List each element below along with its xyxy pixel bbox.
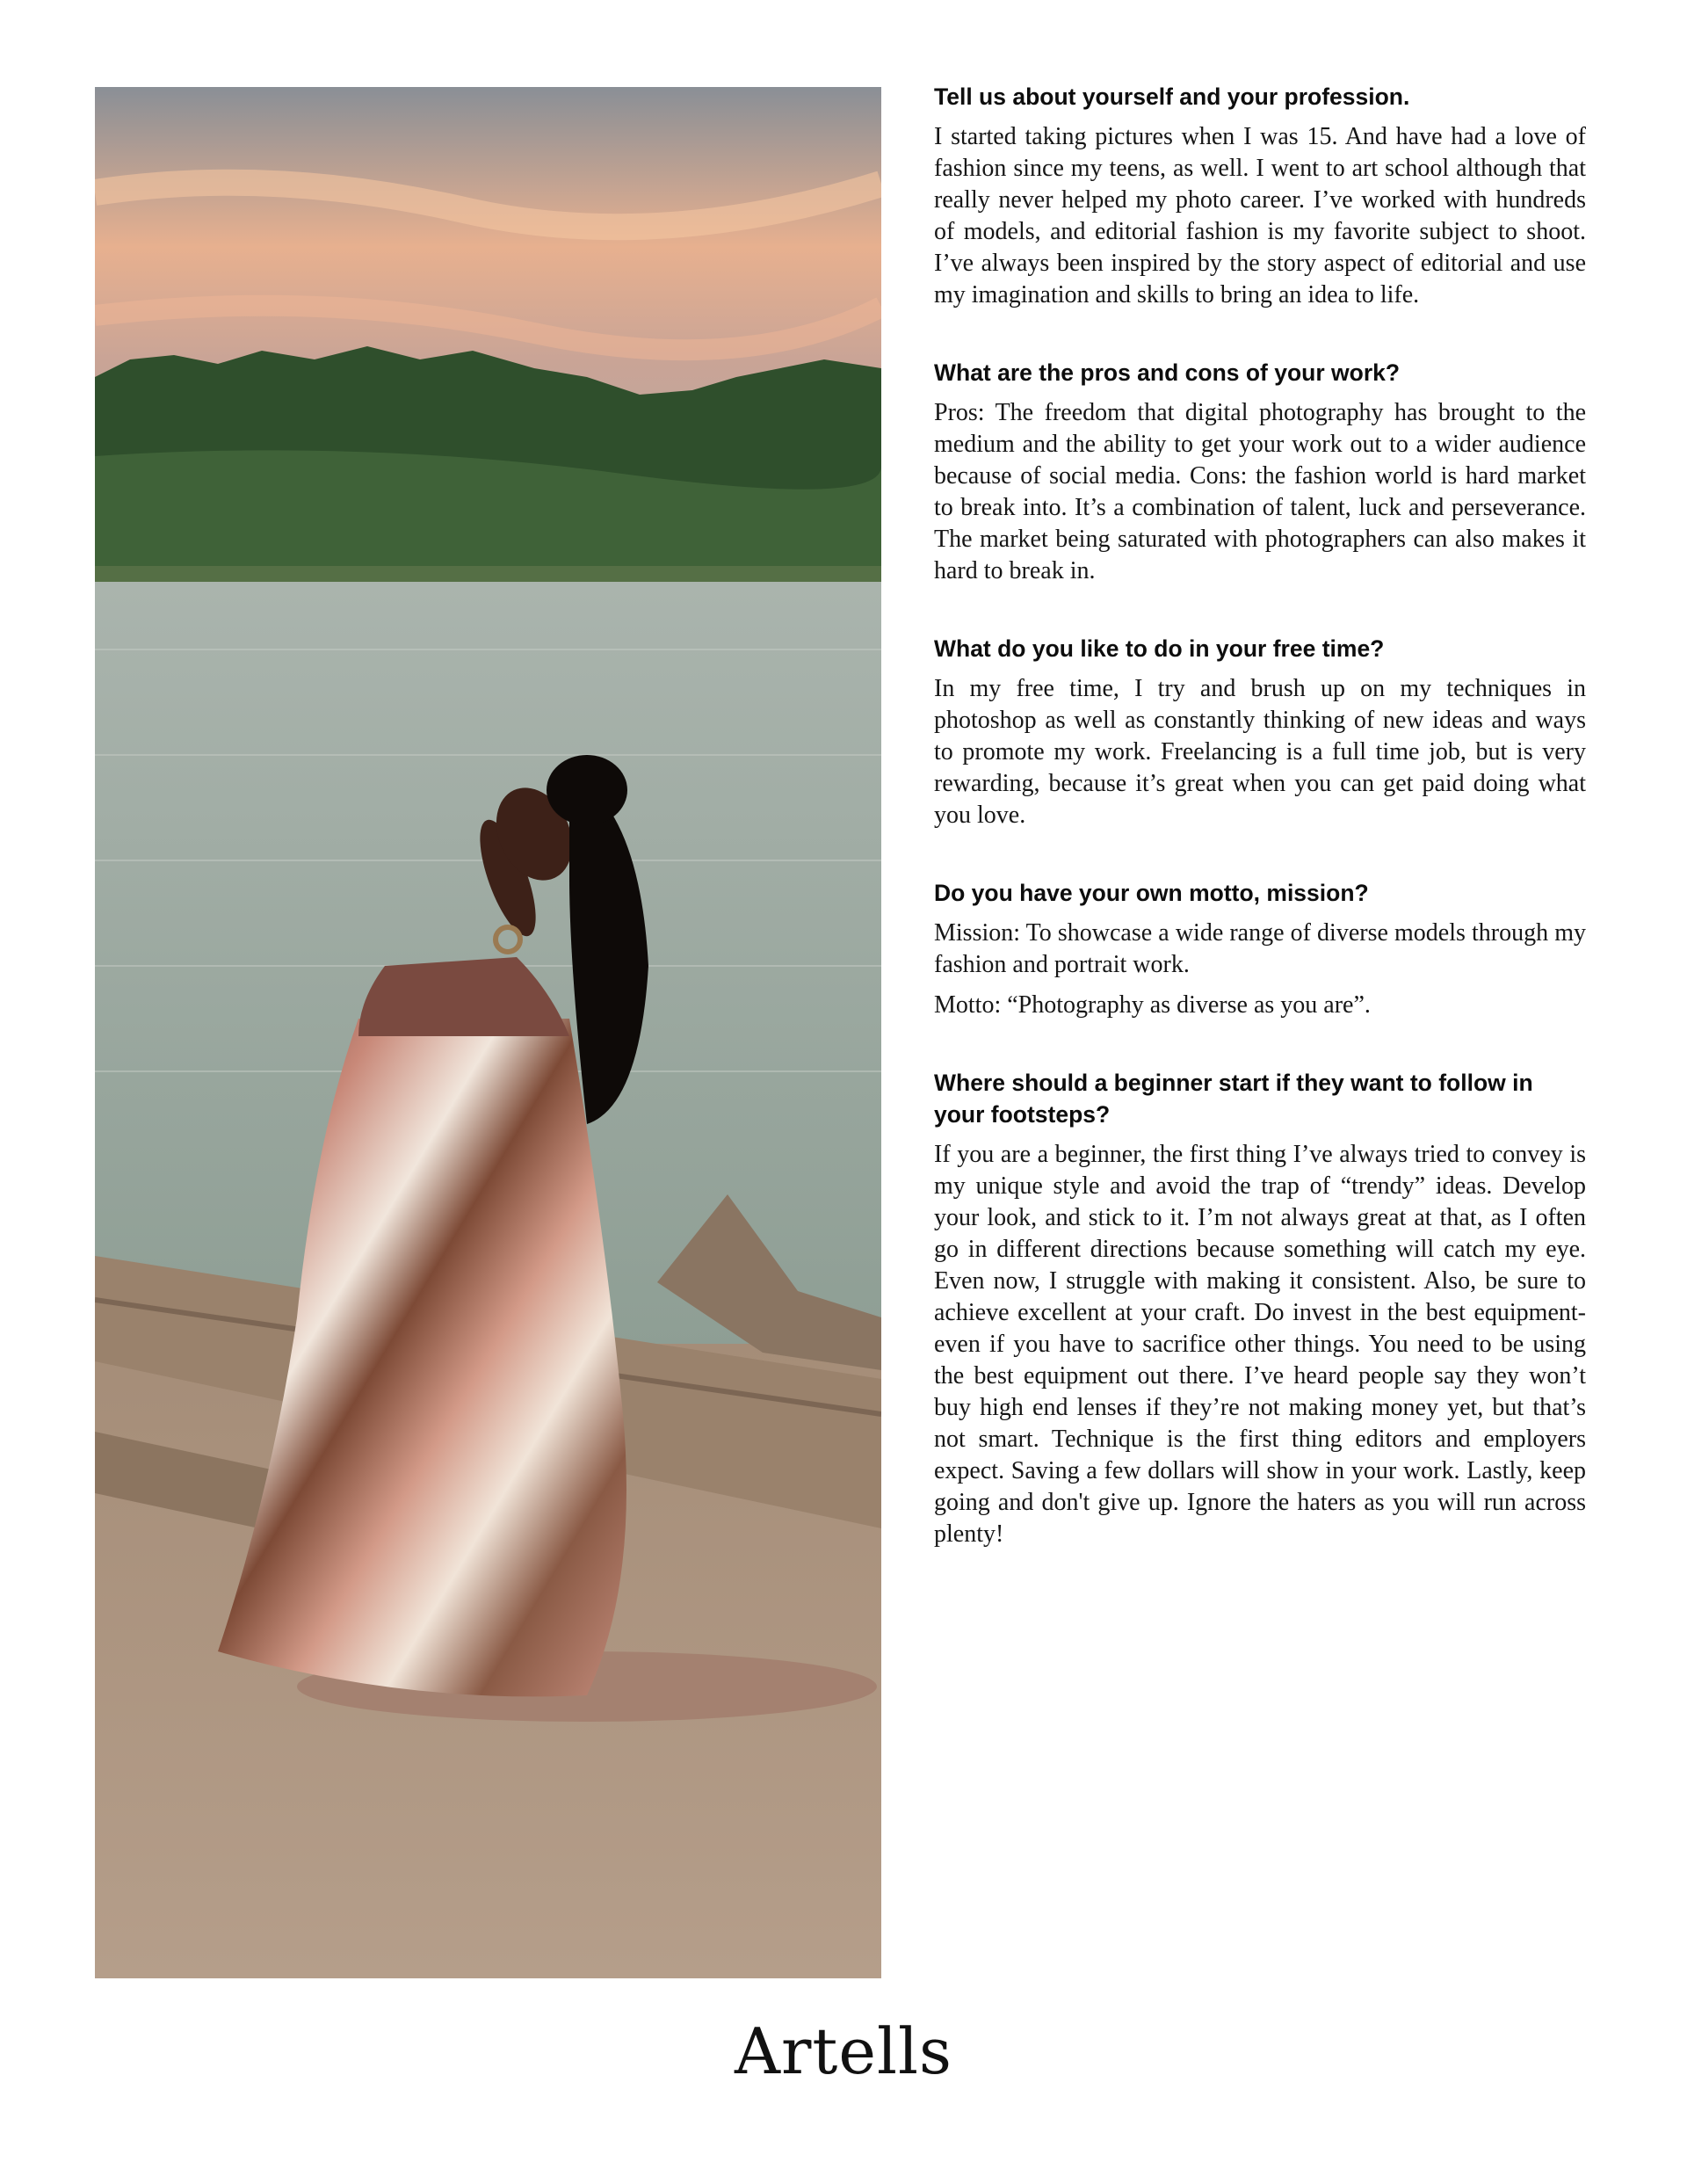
- question-heading: Do you have your own motto, mission?: [934, 880, 1369, 906]
- answer-paragraph: If you are a beginner, the first thing I’ve always tried to convey is my unique style and avoid the trap of “trendy” ideas. Develop your look, and stick to it. I’m not always great at that, as I often go in different directions because something will catch my eye. Even now, I struggle with making it consistent. Also, be sure to achieve excellent at your craft. Do invest in the best equipment- even if you have to sacrifice other things. You need to be using the best equipment out there. I’ve heard people say they won’t buy high end lenses if they’re not making money yet, but that’s not smart. Technique is the first thing editors and employers expect. Saving a few dollars will show in your work. Lastly, keep going and don't give up. Ignore the haters as you will run across plenty!: [934, 1141, 1586, 1548]
- feature-photo: [95, 87, 881, 1978]
- answer-paragraph: Motto: “Photography as diverse as you are”.: [934, 991, 1371, 1019]
- answer-paragraph: I started taking pictures when I was 15. And have had a love of fashion since my teens, as well. I went to art school although that really never helped my photo career. I’ve worked with hundreds of models, and editorial fashion is my favorite subject to shoot. I’ve always been inspired by the story aspect of editorial and use my imagination and skills to bring an idea to life.: [934, 123, 1586, 308]
- answer-paragraph: Mission: To showcase a wide range of diverse models through my fashion and portrait work.: [934, 919, 1586, 978]
- qa-section: [934, 877, 1586, 1021]
- model-on-beach-photo: [95, 87, 881, 1978]
- qa-section: [934, 357, 1586, 587]
- answer-paragraph: Pros: The freedom that digital photography has brought to the medium and the ability to get your work out to a wider audience because of social media. Cons: the fashion world is hard market to break into. It’s a combination of talent, luck and perseverance. The market being saturated with photographers can also makes it hard to break in.: [934, 399, 1586, 584]
- qa-section: [934, 1067, 1586, 1550]
- question-heading: Where should a beginner start if they want to follow in your footsteps?: [934, 1070, 1533, 1128]
- brand-logo: Artells: [735, 2014, 952, 2088]
- qa-section: [934, 633, 1586, 831]
- question-heading: Tell us about yourself and your profession.: [934, 83, 1410, 110]
- answer-paragraph: In my free time, I try and brush up on my techniques in photoshop as well as constantly thinking of new ideas and ways to promote my work. Freelancing is a full time job, but is very rewarding, because it’s great when you can get paid doing what you love.: [934, 675, 1586, 829]
- qa-section: [934, 81, 1586, 311]
- question-heading: What do you like to do in your free time?: [934, 635, 1385, 662]
- question-heading: What are the pros and cons of your work?: [934, 359, 1401, 386]
- interview-content: [934, 81, 1586, 1596]
